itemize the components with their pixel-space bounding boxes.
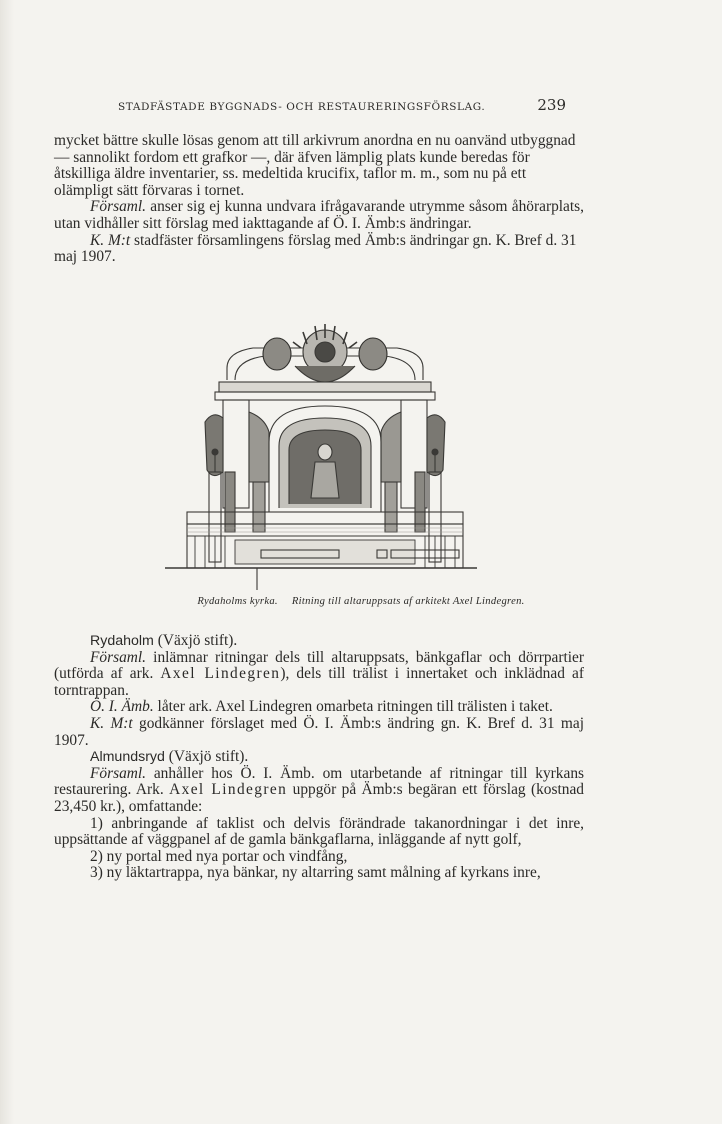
paragraph-text: anhåller hos Ö. I. Ämb. om utarbetande af ritningar till kyrkans restaurering. Ark. (54, 764, 584, 799)
paragraph-text: anser sig ej kunna undvara ifrågavarande utrymme såsom åhörarplats, utan vidhåller sitt förslag med iakttagande af Ö. I. Ämb:s ändringar. (54, 198, 584, 232)
diocese-note: (Växjö stift). (164, 748, 249, 766)
list-item: 3) ny läktartrappa, nya bänkar, ny altarring samt målning af kyrkans inre, (90, 864, 541, 882)
paragraph-text: stadfäster församlingens förslag med Ämb:s ändringar gn. K. Bref d. 31 maj 1907. (54, 231, 577, 266)
paragraph (54, 699, 584, 716)
altarpiece-drawing (165, 322, 485, 590)
caption-text: Ritning till altaruppsats af arkitekt Axel Lindegren. (291, 596, 525, 607)
paragraph (54, 233, 584, 266)
page-number: 239 (537, 96, 566, 114)
section-heading-rydaholm (54, 633, 584, 650)
parish-name: Rydaholm (90, 633, 154, 649)
altarpiece-illustration (165, 322, 485, 590)
label-ambetet: Ö. I. Ämb. (90, 698, 154, 716)
crown-ornament (227, 324, 423, 382)
paragraph-text: ), dels till trälist i innertaket och inklädnad af torntrappan. (54, 665, 584, 699)
diocese-note: (Växjö stift). (153, 632, 238, 649)
paragraph (54, 199, 584, 232)
text-block-bottom (54, 633, 584, 882)
caption-place: Rydaholms kyrka. (197, 596, 278, 607)
architect-name: Axel Lindegren (169, 781, 288, 799)
parish-name: Almundsryd (90, 749, 165, 766)
label-forsaml: Församl. (90, 198, 147, 216)
paragraph-text: godkänner förslaget med Ö. I. Ämb:s ändring gn. K. Bref d. 31 maj 1907. (54, 714, 584, 749)
running-title: STADFÄSTADE BYGGNADS- OCH RESTAURERINGSFÖRSLAG. (118, 101, 486, 113)
label-forsaml: Församl. (90, 764, 147, 782)
paragraph (54, 716, 584, 749)
list-item: 2) ny portal med nya portar och vindfång, (90, 847, 348, 865)
text-block-top (54, 133, 584, 266)
paragraph (54, 650, 584, 700)
paragraph-text: låter ark. Axel Lindegren omarbeta ritningen till trälisten i taket. (153, 698, 553, 716)
list-item: 1) anbringande af taklist och delvis förändrade takanordningar i det inre, uppsättande af väggpanel af de gamla bänkgaflarna, inläggande af nytt golf, (54, 814, 584, 849)
label-forsaml: Församl. (90, 648, 147, 666)
paragraph: mycket bättre skulle lösas genom att till arkivrum anordna en nu oanvänd utbyggnad — sannolikt fordom ett grafkor —, där äfven lämplig plats kunde beredas för åtskilliga äldre inventarier, ss. medeltida krucifix, taflor m. m., som nu på ett olämpligt sätt förvaras i tornet. (54, 132, 576, 199)
label-kmt: K. M:t (90, 714, 133, 732)
paragraph-text: inlämnar ritningar dels till altaruppsats, bänkgaflar och dörrpartier (utförda af ark. (54, 648, 584, 683)
architect-name: Axel Lindegren (160, 665, 281, 683)
figure-caption (0, 596, 722, 607)
paragraph-text: uppgör på Ämb:s begäran ett förslag (kostnad 23,450 kr.), omfattande: (54, 781, 584, 815)
section-heading-almundsryd (54, 749, 584, 766)
running-head (118, 96, 566, 114)
paragraph (54, 766, 584, 816)
label-kmt: K. M:t (90, 231, 131, 249)
page-edge-shadow (0, 0, 14, 1124)
